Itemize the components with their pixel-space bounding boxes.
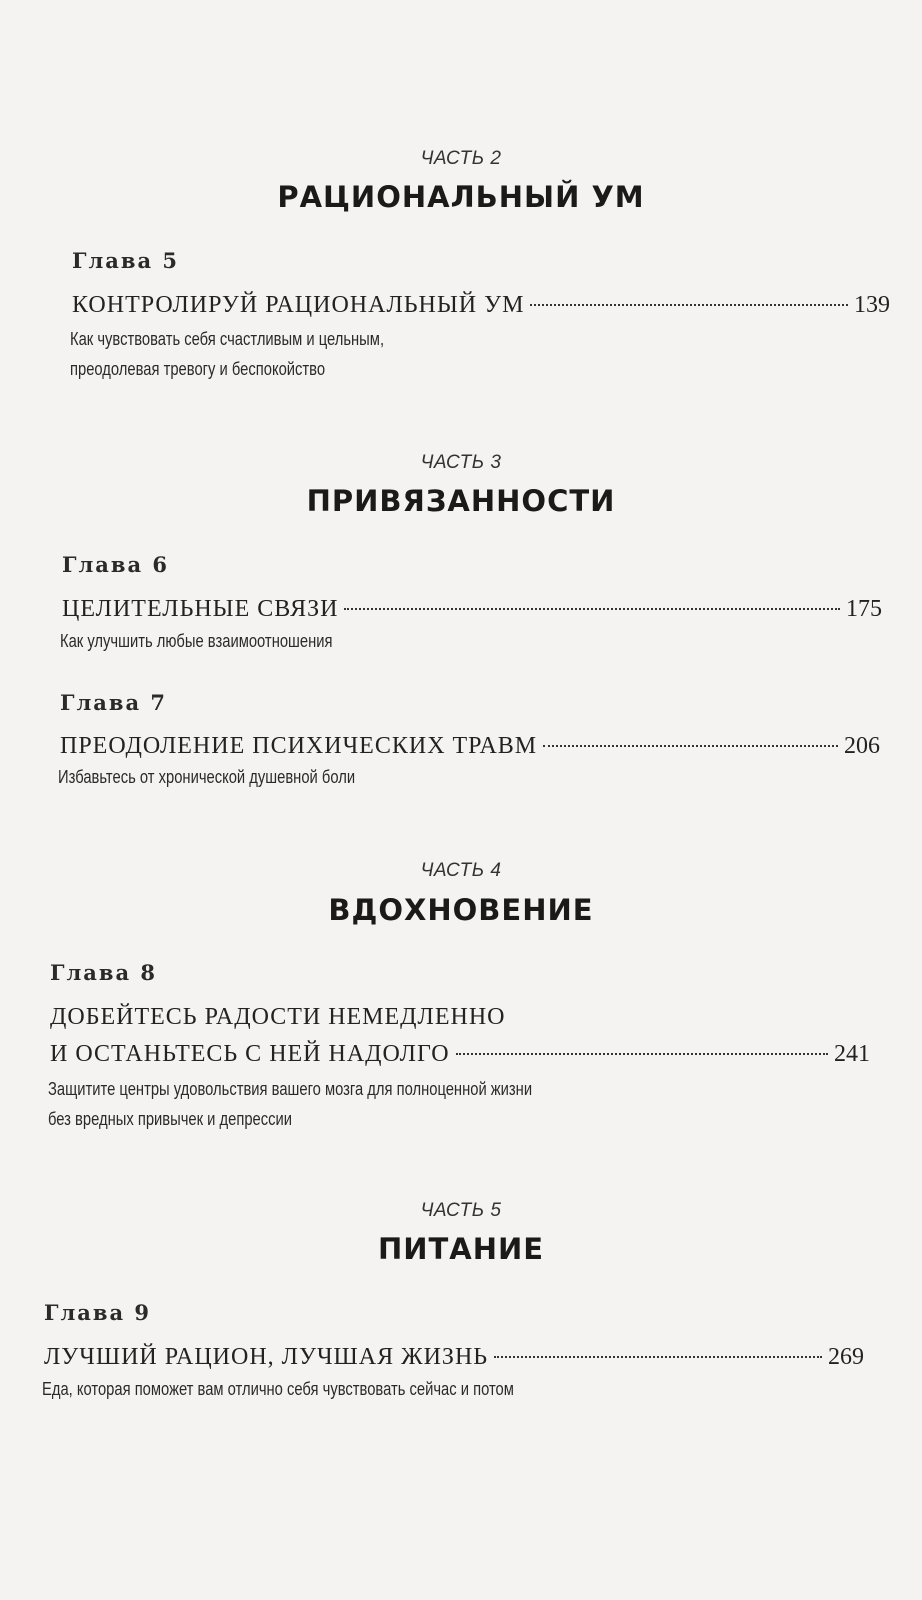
chapter-label: Глава 7 <box>60 690 168 715</box>
chapter-label: Глава 5 <box>72 248 180 273</box>
page-number: 175 <box>846 596 882 622</box>
part-title: ВДОХНОВЕНИЕ <box>328 893 594 927</box>
chapter-title: ЛУЧШИЙ РАЦИОН, ЛУЧШАЯ ЖИЗНЬ <box>44 1344 489 1370</box>
dot-leader <box>344 608 840 610</box>
part-label: ЧАСТЬ 4 <box>420 860 502 881</box>
toc-entry[interactable] <box>50 1041 870 1068</box>
chapter-label: Глава 9 <box>44 1300 152 1325</box>
page-number: 269 <box>828 1344 864 1370</box>
toc-entry[interactable] <box>44 1344 864 1371</box>
part-title: ПИТАНИЕ <box>377 1232 545 1266</box>
part-label: ЧАСТЬ 5 <box>420 1200 502 1221</box>
chapter-description: без вредных привычек и депрессии <box>48 1109 293 1129</box>
chapter-description: Избавьтесь от хронической душевной боли <box>58 767 356 787</box>
page-number: 206 <box>844 733 880 759</box>
chapter-title-line: ДОБЕЙТЕСЬ РАДОСТИ НЕМЕДЛЕННО <box>50 1004 506 1030</box>
chapter-title: КОНТРОЛИРУЙ РАЦИОНАЛЬНЫЙ УМ <box>72 292 525 318</box>
part-title: РАЦИОНАЛЬНЫЙ УМ <box>277 180 645 214</box>
toc-entry[interactable] <box>60 733 880 760</box>
chapter-label: Глава 8 <box>50 960 158 985</box>
chapter-description: Еда, которая поможет вам отлично себя чувствовать сейчас и потом <box>42 1379 514 1399</box>
chapter-description: преодолевая тревогу и беспокойство <box>70 359 326 379</box>
toc-entry[interactable] <box>72 292 890 319</box>
dot-leader <box>456 1053 828 1055</box>
chapter-title: ПРЕОДОЛЕНИЕ ПСИХИЧЕСКИХ ТРАВМ <box>60 733 538 759</box>
chapter-description: Как чувствовать себя счастливым и цельным, <box>70 329 385 349</box>
part-label: ЧАСТЬ 2 <box>420 148 502 169</box>
chapter-description: Как улучшить любые взаимоотношения <box>60 631 333 651</box>
dot-leader <box>530 304 848 306</box>
chapter-title: И ОСТАНЬТЕСЬ С НЕЙ НАДОЛГО <box>50 1041 450 1067</box>
toc-entry[interactable] <box>62 596 882 623</box>
page-number: 241 <box>834 1041 870 1067</box>
chapter-title: ЦЕЛИТЕЛЬНЫЕ СВЯЗИ <box>62 596 339 622</box>
part-label: ЧАСТЬ 3 <box>420 452 502 473</box>
chapter-description: Защитите центры удовольствия вашего мозга для полноценной жизни <box>48 1079 533 1099</box>
dot-leader <box>494 1356 822 1358</box>
part-title: ПРИВЯЗАННОСТИ <box>306 484 616 518</box>
page-number: 139 <box>854 292 890 318</box>
dot-leader <box>543 745 838 747</box>
chapter-label: Глава 6 <box>62 552 170 577</box>
